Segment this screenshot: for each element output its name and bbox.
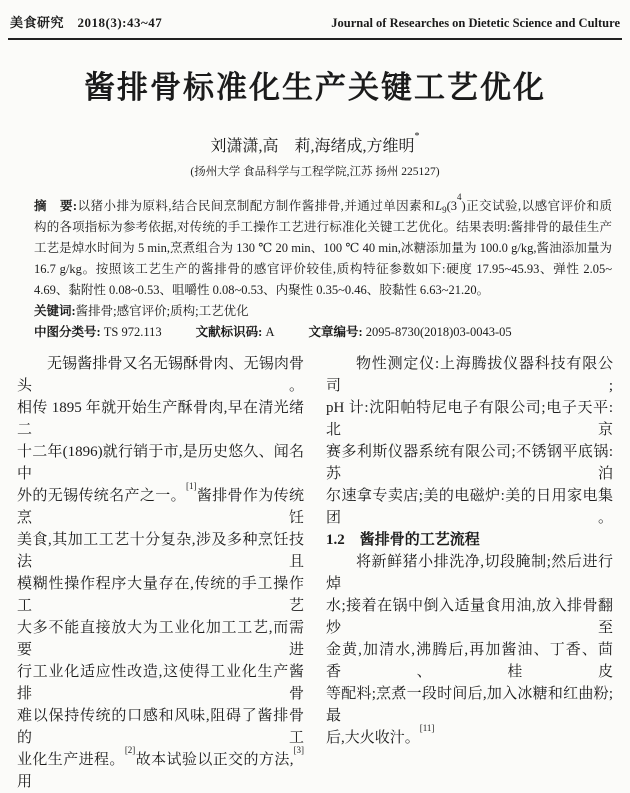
abstract-line: 16.7 g/kg。按照该工艺生产的酱排骨的感官评价较佳,质构特征参数如下:硬度 17.95~45.93、弹性 2.05~ <box>34 262 612 276</box>
body-text-line: 物性测定仪:上海腾拔仪器科技有限公司; <box>326 356 613 394</box>
authors-line <box>0 131 630 158</box>
body-text-line: 1.2 酱排骨的工艺流程 <box>326 532 480 548</box>
classification-line <box>34 322 612 343</box>
article-id <box>309 322 512 343</box>
keywords-label: 关键词: <box>34 304 76 318</box>
clc-number <box>34 322 162 343</box>
abstract-line: 摘 要:以猪小排为原料,结合民间烹制配方制作酱排骨,并通过单因素和$L_9(3^4)$正交试验,以感官评价和质 <box>34 192 612 215</box>
document-code-label: 文献标识码: <box>195 325 263 339</box>
journal-header <box>8 0 622 40</box>
document-code-value: A <box>265 325 275 339</box>
body-text-line: 行工业化适应性改造,这使得工业化生产酱排骨 <box>17 664 304 702</box>
body-text-line: 模糊性操作程序大量存在,传统的手工操作工艺 <box>17 576 304 614</box>
document-code <box>196 322 275 343</box>
clc-value: TS 972.113 <box>103 325 162 339</box>
body-text-line: 难以保持传统的口感和风味,阻碍了酱排骨的工 <box>17 708 304 746</box>
article-id-label: 文章编号: <box>308 325 363 339</box>
affiliation-line: (扬州大学 食品科学与工程学院,江苏 扬州 225127) <box>190 166 440 178</box>
body-text-line: 美食,其加工工艺十分复杂,涉及多种烹饪技法且 <box>17 532 304 570</box>
body-text-line: 水;接着在锅中倒入适量食用油,放入排骨翻炒至 <box>326 598 613 636</box>
body-text-line: 后,大火收汁。[11] <box>326 723 435 746</box>
body-text-line: 尔速拿专卖店;美的电磁炉:美的日用家电集团。 <box>326 488 613 526</box>
body-text-line: pH 计:沈阳帕特尼电子有限公司;电子天平:北京 <box>326 400 613 438</box>
keywords-text: 酱排骨;感官评价;质构;工艺优化 <box>75 304 249 318</box>
body-text-line: 等配料;烹煮一段时间后,加入冰糖和红曲粉;最 <box>326 686 613 724</box>
body-text-line: 业化生产进程。[2]故本试验以正交的方法,[3]用 <box>17 745 304 790</box>
body-text-line: 将新鲜猪小排洗净,切段腌制;然后进行焯 <box>326 554 613 592</box>
abstract-line: 工艺是焯水时间为 5 min,烹煮组合为 130 ℃ 20 min、100 ℃ 40 min,冰糖添加量为 100.0 g/kg,酱油添加量为 <box>34 241 612 255</box>
body-text-line: 金黄,加清水,沸腾后,再加酱油、丁香、茴香、桂皮 <box>326 642 613 680</box>
clc-label: 中图分类号: <box>34 325 101 339</box>
body-text-line: 赛多利斯仪器系统有限公司;不锈钢平底锅:苏泊 <box>326 444 613 482</box>
article-title: 酱排骨标准化生产关键工艺优化 <box>84 70 546 105</box>
body-columns <box>17 353 613 793</box>
journal-issue-pages: 美食研究 2018(3):43~47 <box>10 15 163 30</box>
article-id-value: 2095-8730(2018)03-0043-05 <box>365 325 512 339</box>
corresponding-author-mark: * <box>414 131 420 142</box>
body-text-line: 外的无锡传统名产之一。[1]酱排骨作为传统烹饪 <box>17 481 304 526</box>
abstract-block <box>34 192 612 343</box>
abstract-line: 4.69、黏附性 0.08~0.53、咀嚼性 0.08~0.53、内聚性 0.35~0.46、胶黏性 6.63~21.20。 <box>34 283 490 297</box>
abstract-lines <box>34 192 612 301</box>
body-text-line: 十二年(1896)就行销于市,是历史悠久、闻名中 <box>17 444 304 482</box>
author-names: 刘潇潇,高 莉,海绪成,方维明 <box>210 138 415 155</box>
journal-name-english: Journal of Researches on Dietetic Science and Culture <box>331 16 620 30</box>
body-text-line: 无锡酱排骨又名无锡酥骨肉、无锡肉骨头。 <box>17 356 304 394</box>
body-right-column <box>326 353 613 793</box>
body-text-line: 相传 1895 年就开始生产酥骨肉,早在清光绪二 <box>17 400 304 438</box>
body-left-column <box>17 353 304 793</box>
body-text-line: 大多不能直接放大为工业化加工工艺,而需要进 <box>17 620 304 658</box>
abstract-line: 构的各项指标为参考依据,对传统的手工操作工艺进行标准化关键工艺优化。结果表明:酱排骨的最佳生产 <box>34 220 612 234</box>
keywords-line <box>34 301 612 322</box>
